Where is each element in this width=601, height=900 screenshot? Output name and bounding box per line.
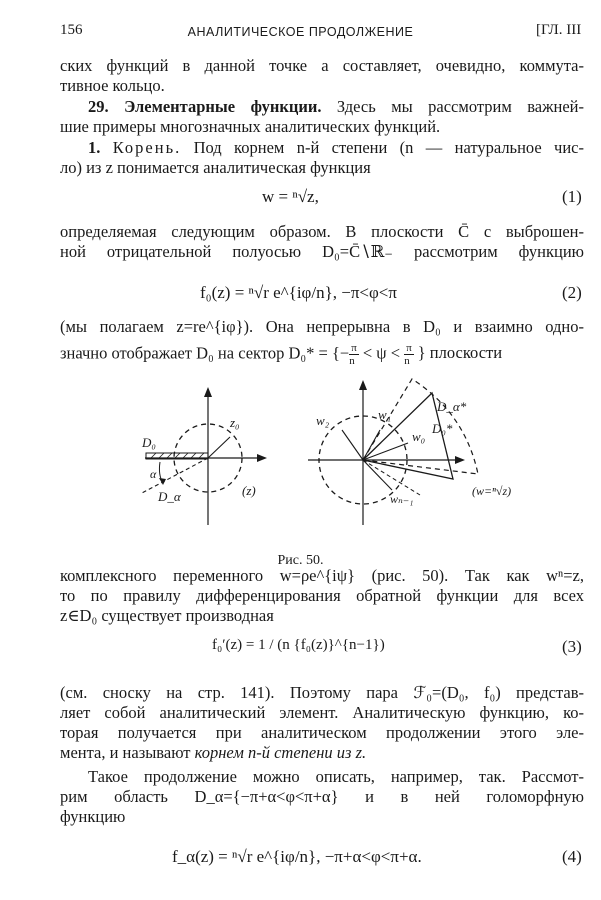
text-line: ло) из z понимается аналитическая функция (60, 158, 371, 177)
text-line: ной отрицательной полуосью D₀=C̄∖ℝ₋ рассмотрим функцию (60, 242, 584, 261)
axis-arrow (359, 380, 367, 390)
arc-arrow (159, 478, 166, 485)
denominator: n (404, 355, 410, 367)
text-span: < ψ < (358, 343, 405, 363)
equation-3: f₀′(z) = 1 / (n {f₀(z)}^{n−1}) (212, 637, 385, 653)
equation-4: f_α(z) = ⁿ√r e^{iφ/n}, −π+α<φ<π+α. (172, 847, 422, 866)
section-title: 29. Элементарные функции. (88, 97, 322, 116)
text-line: тивное кольцо. (60, 76, 165, 95)
text-line: z∈D₀ существует производная (60, 606, 274, 625)
label-Dalpha: D_α (158, 489, 181, 504)
equation-number: (3) (562, 637, 582, 656)
fraction (349, 342, 359, 367)
axis-arrow (257, 454, 267, 462)
text-span: значно отображает D₀ на сектор D₀* = {− (60, 343, 350, 363)
text-line (60, 342, 584, 367)
text-span: Под корнем n-й степени (n — натуральное чис- (181, 138, 585, 157)
label-D0: D₀ (142, 435, 156, 450)
label-w0: w₀ (412, 429, 426, 444)
equation-2: f₀(z) = ⁿ√r e^{iφ/n}, −π<φ<π (200, 283, 397, 302)
text-line (60, 743, 584, 763)
text-span: } плоскости (417, 343, 503, 363)
ray-w0 (363, 443, 408, 460)
text-line: комплексного переменного w=ρe^{iψ} (рис. 50). Так как wⁿ=z, (60, 566, 584, 585)
text-line: определяемая следующим образом. В плоскости C̄ с выброшен- (60, 222, 584, 241)
text-line: торая получается при аналитическом продолжении этого эле- (60, 723, 584, 742)
subsection-number: 1. (88, 138, 113, 157)
ray-w1 (363, 430, 380, 460)
label-z-plane: (z) (242, 483, 256, 498)
equation-number: (2) (562, 283, 582, 302)
label-z0: z₀ (230, 415, 240, 430)
ray-w2 (342, 430, 363, 460)
label-w2: w₂ (316, 413, 330, 428)
text-line: то по правилу дифференцирования обратной функции для всех (60, 586, 584, 605)
numerator: π (351, 342, 357, 354)
label-D0star: D₀* (432, 421, 453, 436)
point-z0 (208, 437, 230, 458)
figure-50 (0, 375, 601, 550)
text-line: ляет собой аналитический элемент. Аналитическую функцию, ко- (60, 703, 584, 722)
section-heading-line (88, 97, 584, 117)
text-line: ских функций в данной точке a составляет, очевидно, коммута- (60, 56, 584, 75)
label-alpha: α (150, 467, 157, 481)
subsection-title: Корень. (112, 138, 182, 157)
equation-number: (4) (562, 847, 582, 866)
label-wn1: wₙ₋₁ (390, 492, 414, 506)
text-line: (см. сноску на стр. 141). Поэтому пара ℱ₀=(D₀, f₀) представ- (60, 683, 584, 702)
numerator: π (406, 342, 412, 354)
figure-caption: Рис. 50. (277, 553, 324, 568)
text-span: Здесь мы рассмотрим важней- (321, 97, 584, 116)
equation-1: w = ⁿ√z, (262, 187, 319, 206)
running-title: АНАЛИТИЧЕСКОЕ ПРОДОЛЖЕНИЕ (187, 25, 414, 39)
label-w-plane: (w=ⁿ√z) (472, 484, 512, 498)
label-Dalpha-star: D_α* (437, 399, 467, 414)
text-line: функцию (60, 807, 126, 826)
text-line: рим область D_α={−π+α<φ<π+α} и в ней голоморфную (60, 787, 584, 806)
text-line: Такое продолжение можно описать, например, так. Рассмот- (88, 767, 584, 786)
axis-arrow (455, 456, 465, 464)
subsection-line (88, 138, 584, 158)
page-number: 156 (60, 22, 83, 38)
chapter-marker: [ГЛ. III (536, 22, 582, 38)
text-line: (мы полагаем z=re^{iφ}). Она непрерывна в D₀ и взаимно одно- (60, 317, 584, 336)
term-definition: корнем n-й степени из z. (194, 743, 367, 762)
denominator: n (349, 355, 355, 367)
fraction (404, 342, 414, 367)
z-plane-diagram (142, 387, 267, 525)
label-w1: w₁ (378, 407, 392, 422)
text-span: мента, и называют (60, 743, 195, 762)
axis-arrow (204, 387, 212, 397)
text-line: шие примеры многозначных аналитических функций. (60, 117, 441, 136)
equation-number: (1) (562, 187, 582, 206)
